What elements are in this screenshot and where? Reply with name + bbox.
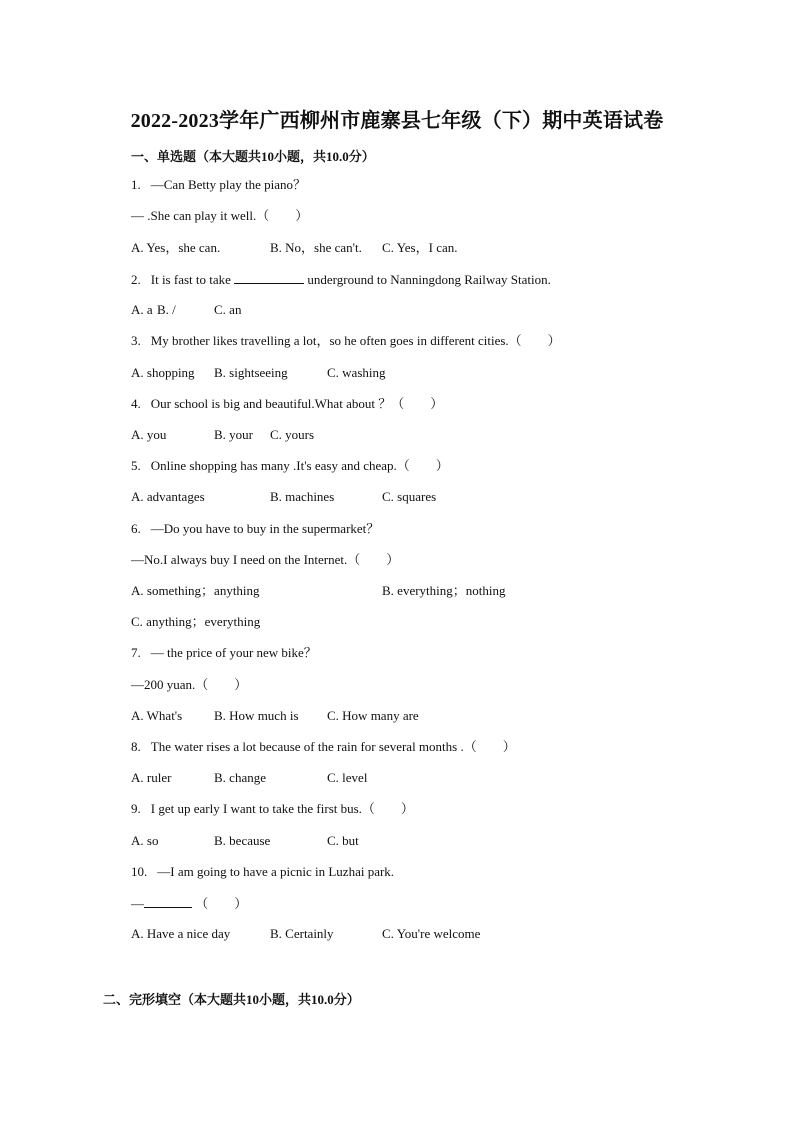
option-b[interactable]: B. / — [157, 302, 176, 317]
question-text: — the price of your new bike？ — [150, 645, 317, 660]
answer-blank — [144, 895, 192, 908]
option-b[interactable]: B. your — [214, 427, 254, 442]
question-2-stem: 2. It is fast to take underground to Nanningdong Railway Station. — [131, 272, 551, 287]
question-3-stem — [131, 333, 561, 349]
option-b[interactable]: B. No，she can't. — [270, 240, 362, 255]
answer-blank — [234, 271, 304, 284]
question-10-stem — [131, 864, 394, 880]
question-1-options — [131, 240, 731, 256]
question-number: 4. — [131, 396, 141, 411]
question-4-stem — [131, 396, 443, 412]
option-c[interactable]: C. but — [327, 833, 359, 848]
question-2-options — [131, 302, 731, 318]
question-text: —I am going to have a picnic in Luzhai park. — [157, 864, 395, 879]
option-a[interactable]: A. so — [131, 833, 159, 848]
option-b[interactable]: B. sightseeing — [214, 365, 288, 380]
question-10-line2: — （ ） — [131, 896, 248, 911]
question-text: I get up early I want to take the first bus.（ ） — [150, 801, 414, 816]
option-a[interactable]: A. a — [131, 302, 153, 317]
question-number: 6. — [131, 521, 141, 536]
question-number: 8. — [131, 739, 141, 754]
option-c[interactable]: C. squares — [382, 489, 437, 504]
question-number: 1. — [131, 177, 141, 192]
question-text: —Can Betty play the piano？ — [150, 177, 307, 192]
question-10-options — [131, 926, 731, 942]
option-b[interactable]: B. How much is — [214, 708, 299, 723]
option-c[interactable]: C. Yes，I can. — [382, 240, 458, 255]
option-c[interactable]: C. an — [214, 302, 242, 317]
question-8-stem — [131, 739, 516, 755]
option-b[interactable]: B. everything；nothing — [382, 583, 506, 598]
option-a[interactable]: A. you — [131, 427, 167, 442]
section-heading-single-choice: 一、单选题（本大题共10小题，共10.0分） — [131, 149, 375, 164]
question-7-options — [131, 708, 731, 724]
option-b[interactable]: B. because — [214, 833, 271, 848]
question-3-options — [131, 365, 731, 381]
section-heading-cloze: 二、完形填空（本大题共10小题，共10.0分） — [103, 992, 360, 1007]
option-a[interactable]: A. something；anything — [131, 583, 260, 598]
option-b[interactable]: B. change — [214, 770, 266, 785]
question-9-stem — [131, 801, 414, 817]
option-a[interactable]: A. shopping — [131, 365, 195, 380]
question-6-options-row1 — [131, 583, 731, 599]
question-5-options — [131, 489, 731, 505]
option-c[interactable]: C. yours — [270, 427, 315, 442]
question-6-line2: —No.I always buy I need on the Internet.（ ） — [131, 552, 400, 567]
option-a[interactable]: A. Have a nice day — [131, 926, 231, 941]
question-number: 9. — [131, 801, 141, 816]
question-number: 2. — [131, 272, 141, 287]
option-a[interactable]: A. ruler — [131, 770, 172, 785]
option-c[interactable]: C. How many are — [327, 708, 419, 723]
question-text: Online shopping has many .It's easy and cheap.（ ） — [150, 458, 449, 473]
question-text: —Do you have to buy in the supermarket？ — [150, 521, 380, 536]
option-b[interactable]: B. Certainly — [270, 926, 334, 941]
option-a[interactable]: A. What's — [131, 708, 183, 723]
question-1-stem — [131, 177, 306, 193]
question-text: The water rises a lot because of the rain for several months .（ ） — [150, 739, 516, 754]
question-number: 7. — [131, 645, 141, 660]
option-a[interactable]: A. advantages — [131, 489, 205, 504]
question-number: 10. — [131, 864, 148, 879]
question-4-options — [131, 427, 731, 443]
option-a[interactable]: A. Yes，she can. — [131, 240, 221, 255]
question-6-stem — [131, 521, 379, 537]
option-c[interactable]: C. level — [327, 770, 368, 785]
question-8-options — [131, 770, 731, 786]
option-b[interactable]: B. machines — [270, 489, 335, 504]
question-7-stem — [131, 645, 317, 661]
question-number: 5. — [131, 458, 141, 473]
question-9-options — [131, 833, 731, 849]
question-5-stem — [131, 458, 449, 474]
option-c[interactable]: C. anything；everything — [131, 614, 261, 629]
question-number: 3. — [131, 333, 141, 348]
question-text: Our school is big and beautiful.What about ？（ ） — [150, 396, 444, 411]
question-7-line2: —200 yuan.（ ） — [131, 677, 248, 692]
question-1-line2: — .She can play it well.（ ） — [131, 208, 309, 223]
option-c[interactable]: C. You're welcome — [382, 926, 481, 941]
page-title: 2022-2023学年广西柳州市鹿寨县七年级（下）期中英语试卷 — [130, 110, 664, 132]
question-text: My brother likes travelling a lot，so he often goes in different cities.（ ） — [150, 333, 561, 348]
option-c[interactable]: C. washing — [327, 365, 386, 380]
